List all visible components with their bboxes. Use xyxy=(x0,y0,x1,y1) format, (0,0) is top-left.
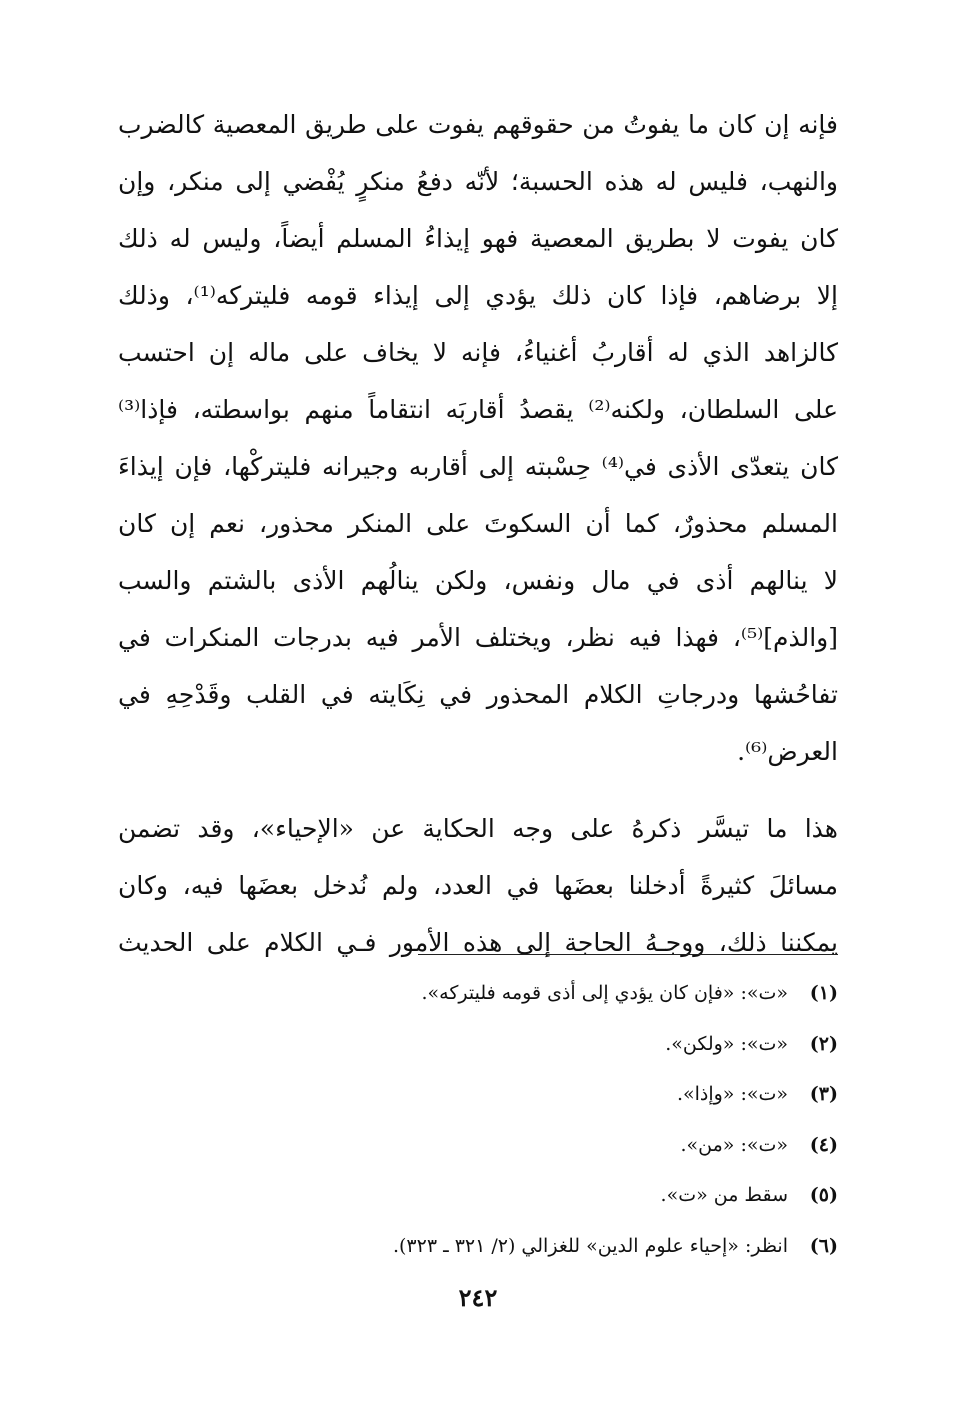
footnote-text: سقط من «ت». xyxy=(660,1184,788,1206)
footnote-number: (٢) xyxy=(809,1032,838,1055)
text-line: إلا برضاهم، فإذا كان ذلك يؤدي إلى إيذاء قومه فليتركه⁽¹⁾، وذلك xyxy=(118,281,838,310)
text-line: فإنه إن كان ما يفوتُ من حقوقهم يفوت على طريق المعصية كالضرب xyxy=(118,110,838,139)
footnote-text: «ت»: «من». xyxy=(680,1133,788,1156)
paragraph-1 xyxy=(118,96,838,780)
text-line: يمكننا ذلك، ووجـهُ الحاجة إلى هذه الأمور فـي الكلام على الحديث xyxy=(118,928,838,957)
text-line: والنهب، فليس له هذه الحسبة؛ لأنّه دفعُ منكرٍ يُفْضي إلى منكر، وإن xyxy=(118,167,838,196)
footnote-number: (٣) xyxy=(809,1083,838,1105)
page-number: ٢٤٢ xyxy=(458,1283,498,1312)
footnote-item xyxy=(118,1170,838,1221)
footnote-text: «ت»: «وإذا». xyxy=(676,1083,788,1105)
text-line: كان يتعدّى الأذى في⁽⁴⁾ حِسْبته إلى أقاربه وجيرانه فليتركْها، فإن إيذاءَ xyxy=(118,452,838,481)
text-line: هذا ما تيسَّر ذكرهُ على وجه الحكاية عن «الإحياء»، وقد تضمن xyxy=(118,814,838,843)
footnote-separator xyxy=(418,954,838,955)
footnote-number: (٦) xyxy=(809,1234,838,1257)
paragraph-2 xyxy=(118,800,838,971)
text-line: المسلم محذورٌ، كما أن السكوتَ على المنكر محذور، نعم إن كان xyxy=(118,509,838,538)
footnote-item xyxy=(118,968,838,1019)
footnote-item xyxy=(118,1019,838,1070)
footnote-item xyxy=(118,1221,838,1272)
text-line: العرض⁽⁶⁾. xyxy=(737,737,838,766)
text-line: [والذم]⁽⁵⁾، فهذا فيه نظر، ويختلف الأمر فيه بدرجات المنكرات في xyxy=(118,623,838,652)
footnote-number: (٤) xyxy=(809,1133,838,1156)
main-text xyxy=(118,96,838,971)
text-line: مسائلَ كثيرةً أدخلنا بعضَها في العدد، ولم نُدخل بعضَها فيه، وكان xyxy=(118,871,838,900)
footnotes xyxy=(118,968,838,1271)
footnote-text: انظر: «إحياء علوم الدين» للغزالي (٢/ ٣٢١ ـ ٣٢٣). xyxy=(392,1234,788,1257)
footnote-text: «ت»: «ولكن». xyxy=(665,1032,788,1055)
footnote-number: (٥) xyxy=(809,1184,838,1206)
text-line: كان يفوت لا بطريق المعصية فهو إيذاءُ المسلم أيضاً، وليس له ذلك xyxy=(118,224,838,253)
footnote-item xyxy=(118,1120,838,1171)
text-line: تفاحُشها ودرجاتِ الكلام المحذور في نِكَايته في القلب وقَدْحِهِ في xyxy=(118,680,838,709)
text-line: على السلطان، ولكنه⁽²⁾ يقصدُ أقاربَه انتقاماً منهم بواسطته، فإذا⁽³⁾ xyxy=(118,395,839,424)
footnote-item xyxy=(118,1069,838,1120)
text-line: لا ينالهم أذى في مال ونفس، ولكن ينالُهم الأذى بالشتم والسب xyxy=(118,566,838,595)
footnote-number: (١) xyxy=(809,982,838,1004)
paragraph-gap xyxy=(118,780,838,800)
footnote-text: «ت»: «فإن كان يؤدي إلى أذى قومه فليتركه». xyxy=(421,982,788,1004)
text-line: كالزاهد الذي له أقاربُ أغنياءُ، فإنه لا يخاف على ماله إن احتسب xyxy=(118,338,838,367)
